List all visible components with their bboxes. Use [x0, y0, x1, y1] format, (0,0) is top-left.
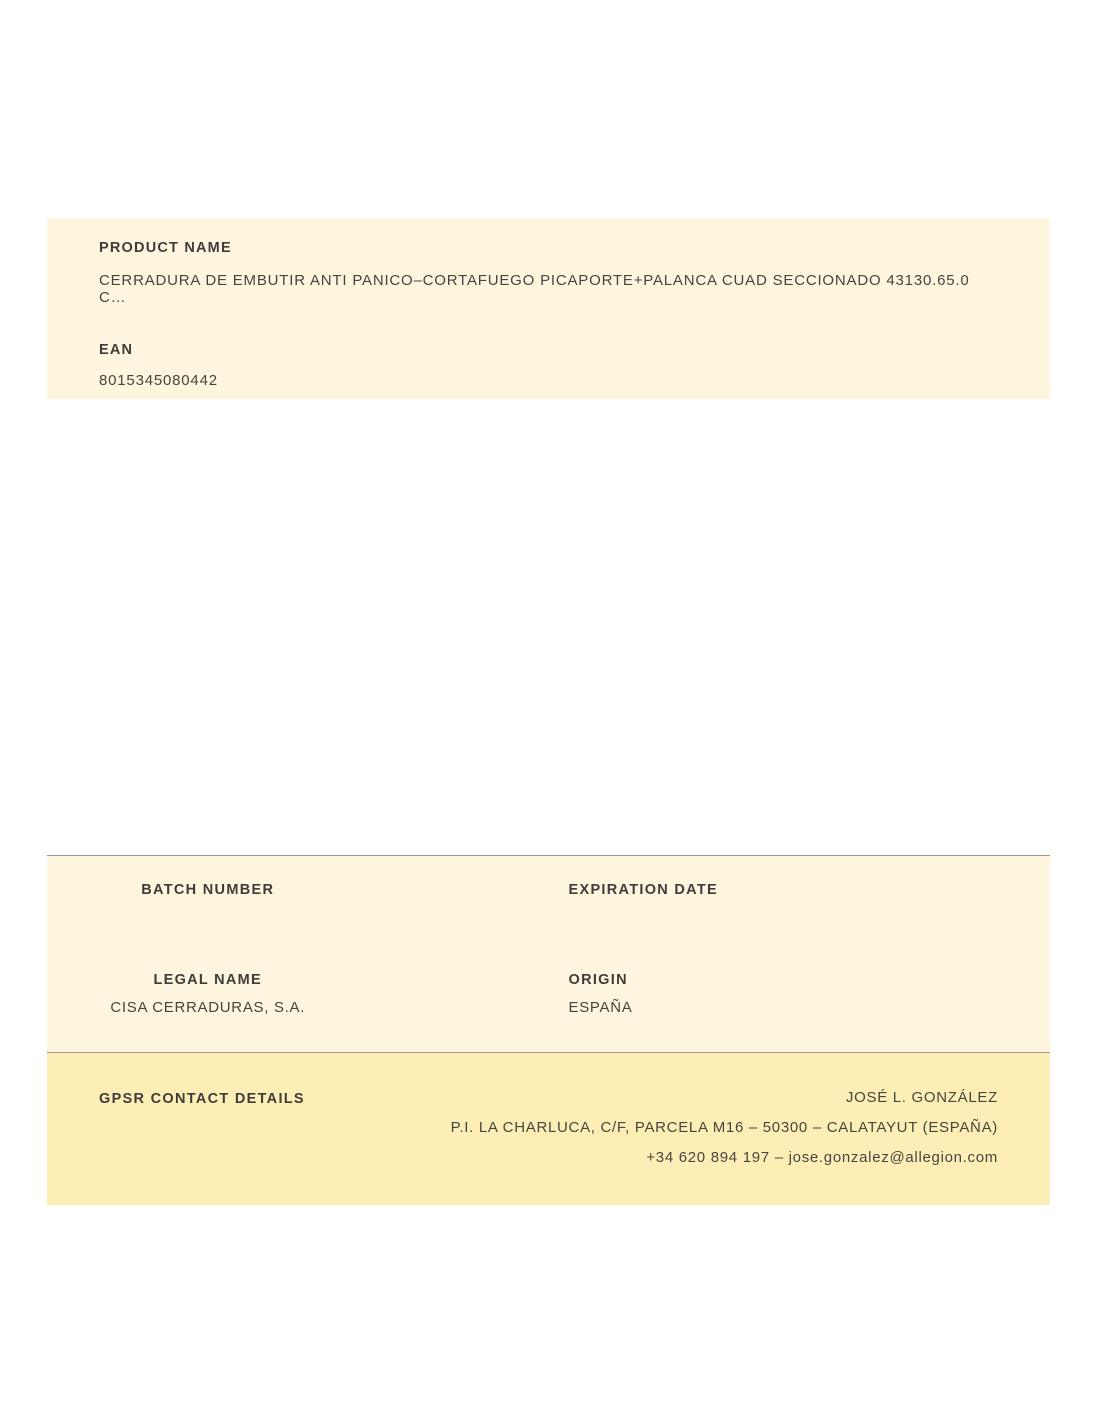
gpsr-contact-name: JOSÉ L. GONZÁLEZ: [845, 1089, 998, 1106]
product-name-value: CERRADURA DE EMBUTIR ANTI PANICO–CORTAFUEGO PICAPORTE+PALANCA CUAD SECCIONADO 43130.65.0 C…: [99, 272, 970, 306]
legal-name-cell: [47, 972, 549, 1016]
product-info-section: [47, 218, 1050, 416]
blank-content-area: [47, 399, 1050, 855]
legal-row: [47, 972, 1050, 1016]
ean-value: 8015345080442: [99, 372, 218, 389]
product-name-label: PRODUCT NAME: [99, 240, 232, 256]
batch-number-cell: [47, 882, 549, 909]
expiration-date-label: EXPIRATION DATE: [568, 882, 718, 898]
origin-cell: [549, 972, 1051, 1016]
gpsr-contact-section: [47, 1053, 1050, 1205]
gpsr-contact-label: GPSR CONTACT DETAILS: [99, 1091, 305, 1107]
legal-name-label: LEGAL NAME: [153, 972, 263, 988]
batch-number-label: BATCH NUMBER: [141, 882, 275, 898]
gpsr-contact-address: P.I. LA CHARLUCA, C/F, PARCELA M16 – 50300 – CALATAYUT (ESPAÑA): [450, 1119, 998, 1136]
batch-info-section: [47, 855, 1050, 1053]
ean-label: EAN: [99, 342, 134, 358]
gpsr-contact-lines: [451, 1089, 998, 1166]
origin-label: ORIGIN: [568, 972, 628, 988]
gpsr-contact-phone-email: +34 620 894 197 – jose.gonzalez@allegion.com: [646, 1149, 998, 1166]
batch-row: [47, 882, 1050, 909]
legal-name-value: CISA CERRADURAS, S.A.: [110, 999, 306, 1016]
expiration-date-cell: [549, 882, 1051, 909]
origin-value: ESPAÑA: [568, 999, 633, 1016]
